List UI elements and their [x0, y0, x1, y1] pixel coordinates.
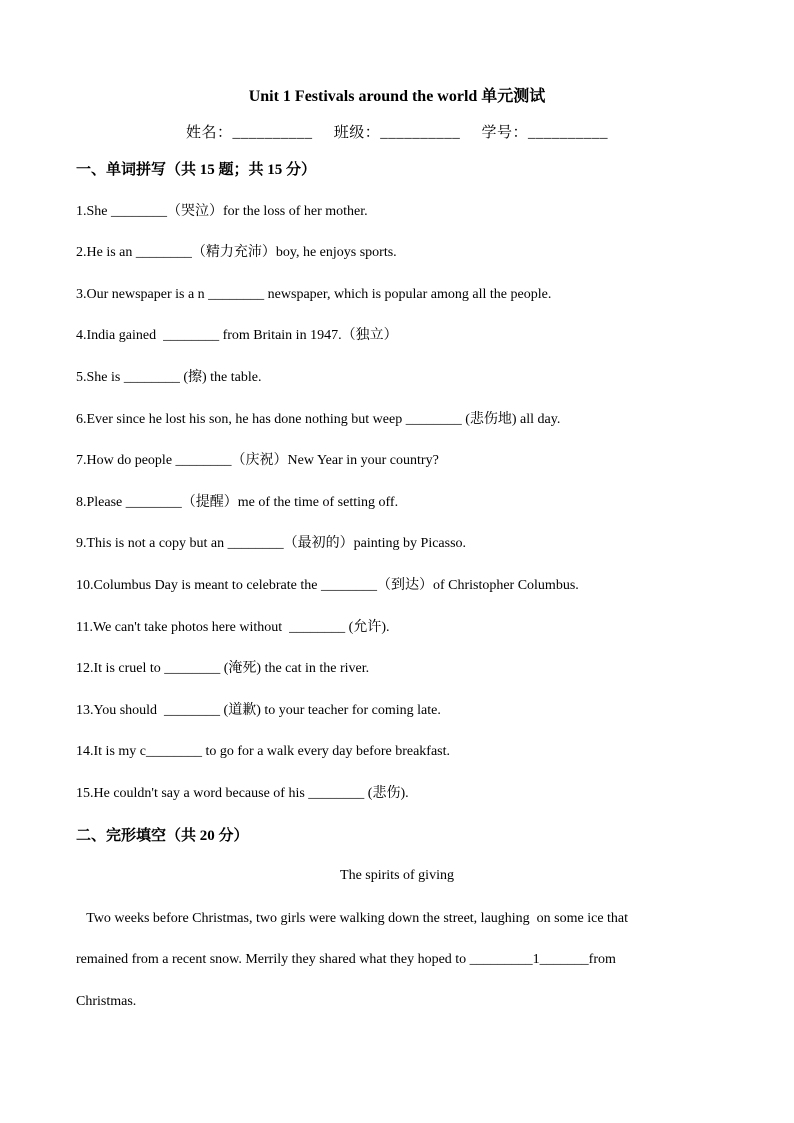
question-9: 9.This is not a copy but an ________（最初的）painting by Picasso. [76, 536, 467, 551]
question-14: 14.It is my c________ to go for a walk every day before breakfast. [76, 744, 450, 759]
question-12: 12.It is cruel to ________ (淹死) the cat in the river. [76, 661, 370, 676]
question-8: 8.Please ________（提醒）me of the time of setting off. [76, 495, 399, 510]
question-6: 6.Ever since he lost his son, he has done nothing but weep ________ (悲伤地) all day. [76, 412, 561, 427]
question-3: 3.Our newspaper is a n ________ newspaper, which is popular among all the people. [76, 287, 552, 302]
student-info-row [0, 122, 794, 144]
page-title: Unit 1 Festivals around the world 单元测试 [248, 88, 546, 105]
question-2: 2.He is an ________（精力充沛）boy, he enjoys sports. [76, 245, 397, 260]
class-field[interactable]: 班级：__________ [333, 125, 461, 141]
number-field[interactable]: 学号：__________ [481, 125, 609, 141]
passage-line: Two weeks before Christmas, two girls were walking down the street, laughing on some ice that [76, 911, 629, 926]
name-field[interactable]: 姓名：__________ [185, 125, 313, 141]
passage-line: remained from a recent snow. Merrily they shared what they hoped to _________1_______from [76, 952, 616, 967]
question-5: 5.She is ________ (擦) the table. [76, 370, 262, 385]
question-7: 7.How do people ________（庆祝）New Year in your country? [76, 453, 439, 468]
question-15: 15.He couldn't say a word because of his ________ (悲伤). [76, 786, 409, 801]
question-11: 11.We can't take photos here without ________ (允许). [76, 620, 390, 635]
passage-line: Christmas. [76, 994, 137, 1009]
section-heading-cloze: 二、完形填空（共 20 分） [76, 828, 249, 844]
section-heading-spelling: 一、单词拼写（共 15 题；共 15 分） [76, 162, 317, 178]
question-13: 13.You should ________ (道歉) to your teacher for coming late. [76, 703, 441, 718]
question-4: 4.India gained ________ from Britain in 1947.（独立） [76, 328, 398, 343]
passage-title: The spirits of giving [340, 868, 454, 883]
question-10: 10.Columbus Day is meant to celebrate the ________（到达）of Christopher Columbus. [76, 578, 579, 593]
question-1: 1.She ________（哭泣）for the loss of her mother. [76, 204, 368, 219]
